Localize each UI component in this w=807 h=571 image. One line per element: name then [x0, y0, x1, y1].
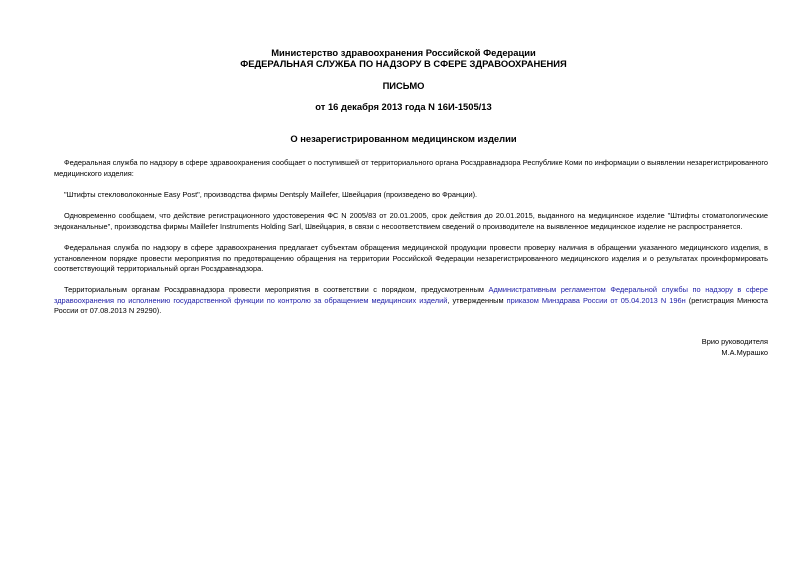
document-date-number: от 16 декабря 2013 года N 16И-1505/13 — [315, 101, 492, 112]
order-link[interactable]: приказом Минздрава России от 05.04.2013 N 196н — [506, 295, 686, 305]
paragraph-5-text-end: (регистрация Минюста России от 07.08.2013 N 29290). — [54, 295, 768, 316]
ministry-name: Министерство здравоохранения Российской Федерации — [271, 47, 536, 58]
document-type: ПИСЬМО — [382, 80, 425, 91]
paragraph-4-text: Федеральная служба по надзору в сфере здравоохранения предлагает субъектам обращения медицинской продукции провести проверку наличия в обращении указанного медицинского изделия, в установленном порядке провести мероприятия по предотвращению обращения на территории Российской Федерации незарегистрированного медицинского изделия и о результатах проинформировать соответствующий территориальный орган Росздравнадзора. — [54, 243, 768, 274]
paragraph-5 — [54, 285, 768, 317]
paragraph-2-text: "Штифты стекловолоконные Easy Post", производства фирмы Dentsply Maillefer, Швейцария (произведено во Франции). — [64, 190, 478, 199]
paragraph-3-text: Одновременно сообщаем, что действие регистрационного удостоверения ФС N 2005/83 от 20.01.2005, срок действия до 20.01.2015, выданного на медицинское изделие "Штифты стоматологические эндоканальные", производства фирмы Maillefer Instruments Holding Sarl, Швейцария, в связи с несоответствием сведений о производителе на выявленное медицинское изделие не распространяется. — [54, 211, 768, 231]
regulation-link[interactable]: Административным регламентом Федеральной службы по надзору в сфере здравоохранения по исполнению государственной функции по контролю за обращением медицинских изделий — [54, 285, 768, 305]
paragraph-5-text-middle: , утвержденным — [447, 295, 507, 305]
paragraph-1 — [54, 158, 768, 179]
paragraph-5-text-start: Территориальным органам Росздравнадзора провести мероприятия в соответствии с порядком, предусмотренным — [64, 285, 489, 294]
paragraph-4 — [54, 243, 768, 275]
document-subject: О незарегистрированном медицинском изделии — [290, 133, 517, 144]
signatory-position: Врио руководителя — [701, 337, 768, 346]
paragraph-2 — [54, 190, 768, 201]
paragraph-1-text: Федеральная служба по надзору в сфере здравоохранения сообщает о поступившей от территориального органа Росздравнадзора Республике Коми по информации о выявлении незарегистрированного медицинского изделия: — [54, 158, 768, 178]
signatory-name: М.А.Мурашко — [721, 348, 768, 357]
service-name: ФЕДЕРАЛЬНАЯ СЛУЖБА ПО НАДЗОРУ В СФЕРЕ ЗДРАВООХРАНЕНИЯ — [240, 58, 567, 69]
paragraph-3 — [54, 211, 768, 232]
